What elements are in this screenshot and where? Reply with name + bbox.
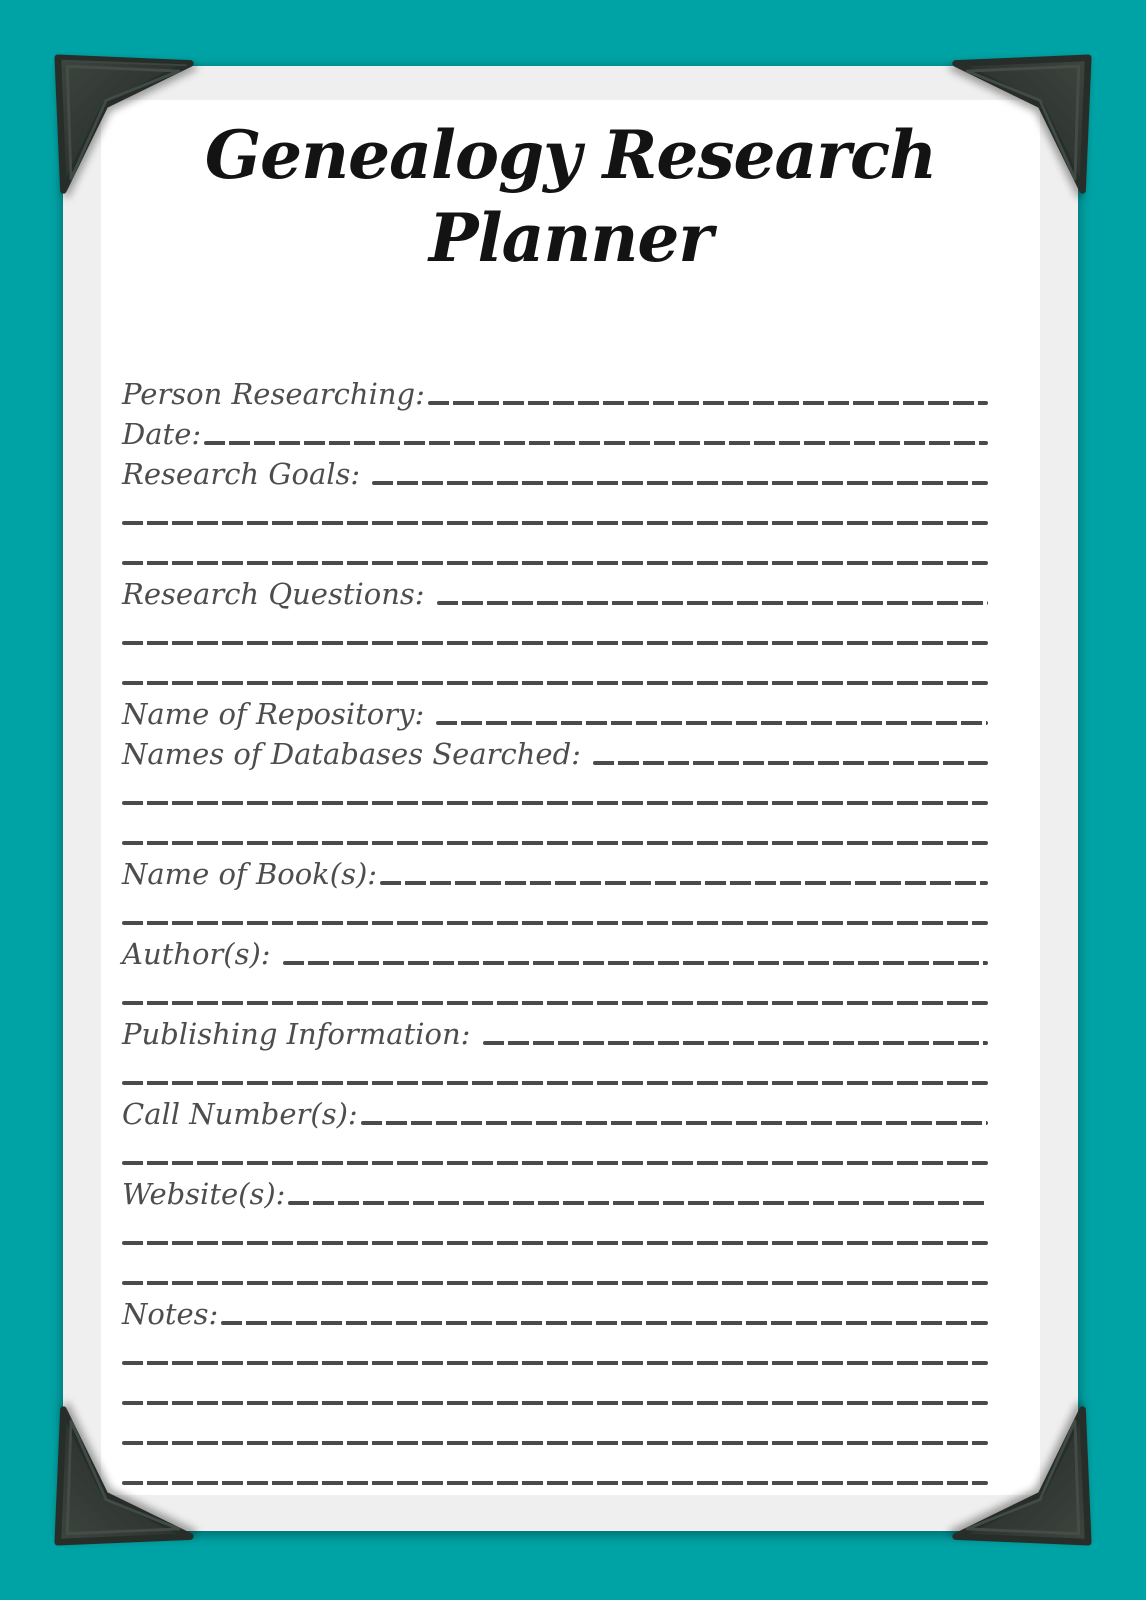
dashed-rule [122,1281,988,1285]
form-row-field [122,851,988,891]
blank-writing-line [122,1451,988,1491]
dashed-rule [428,401,988,405]
blank-writing-line [122,1131,988,1171]
form-row-field [122,1291,988,1331]
page-title: Genealogy Research Planner [204,116,937,277]
blank-writing-line [122,1491,988,1495]
dashed-rule [122,1081,988,1085]
blank-writing-line [122,1371,988,1411]
blank-writing-line [122,891,988,931]
blank-writing-line [122,1251,988,1291]
field-label: Notes: [122,1297,219,1331]
dashed-rule [372,481,988,485]
dashed-rule [204,441,988,445]
form-row-field [122,371,988,411]
dashed-rule [122,1001,988,1005]
form-row-field [122,1011,988,1051]
blank-writing-line [122,1331,988,1371]
dashed-rule [436,721,988,725]
photo-corner-bottom-left-icon [54,1404,196,1546]
form-row-field [122,571,988,611]
dashed-rule [593,761,988,765]
dashed-rule [380,881,988,885]
field-label: Names of Databases Searched: [122,737,591,771]
field-label: Date: [122,417,202,451]
blank-writing-line [122,1411,988,1451]
dashed-rule [437,601,988,605]
form-row-field [122,411,988,451]
form-row-field [122,731,988,771]
blank-writing-line [122,811,988,851]
dashed-rule [283,961,988,965]
planner-sheet-inner [101,100,1040,1495]
dashed-rule [122,561,988,565]
planner-sheet [63,66,1078,1531]
dashed-rule [122,521,988,525]
dashed-rule [122,801,988,805]
dashed-rule [122,1241,988,1245]
form-row-field [122,1091,988,1131]
field-label: Research Questions: [122,577,434,611]
dashed-rule [122,921,988,925]
photo-corner-top-right-icon [950,54,1092,196]
blank-writing-line [122,611,988,651]
photo-corner-bottom-right-icon [950,1404,1092,1546]
form-row-field [122,931,988,971]
blank-writing-line [122,971,988,1011]
form-row-field [122,451,988,491]
dashed-rule [122,1441,988,1445]
planner-form [122,371,988,1495]
blank-writing-line [122,1211,988,1251]
blank-writing-line [122,491,988,531]
dashed-rule [361,1121,988,1125]
blank-writing-line [122,771,988,811]
form-row-field [122,1171,988,1211]
field-label: Research Goals: [122,457,370,491]
dashed-rule [122,1361,988,1365]
blank-writing-line [122,1051,988,1091]
dashed-rule [122,1161,988,1165]
photo-corner-top-left-icon [54,54,196,196]
field-label: Name of Repository: [122,697,434,731]
dashed-rule [122,1481,988,1485]
field-label: Name of Book(s): [122,857,378,891]
field-label: Website(s): [122,1177,286,1211]
field-label: Person Researching: [122,377,425,411]
dashed-rule [221,1321,988,1325]
dashed-rule [288,1201,988,1205]
field-label: Publishing Information: [122,1017,480,1051]
dashed-rule [122,1401,988,1405]
field-label: Call Number(s): [122,1097,358,1131]
dashed-rule [483,1041,988,1045]
blank-writing-line [122,651,988,691]
blank-writing-line [122,531,988,571]
dashed-rule [122,641,988,645]
dashed-rule [122,681,988,685]
field-label: Author(s): [122,937,280,971]
form-row-field [122,691,988,731]
dashed-rule [122,841,988,845]
